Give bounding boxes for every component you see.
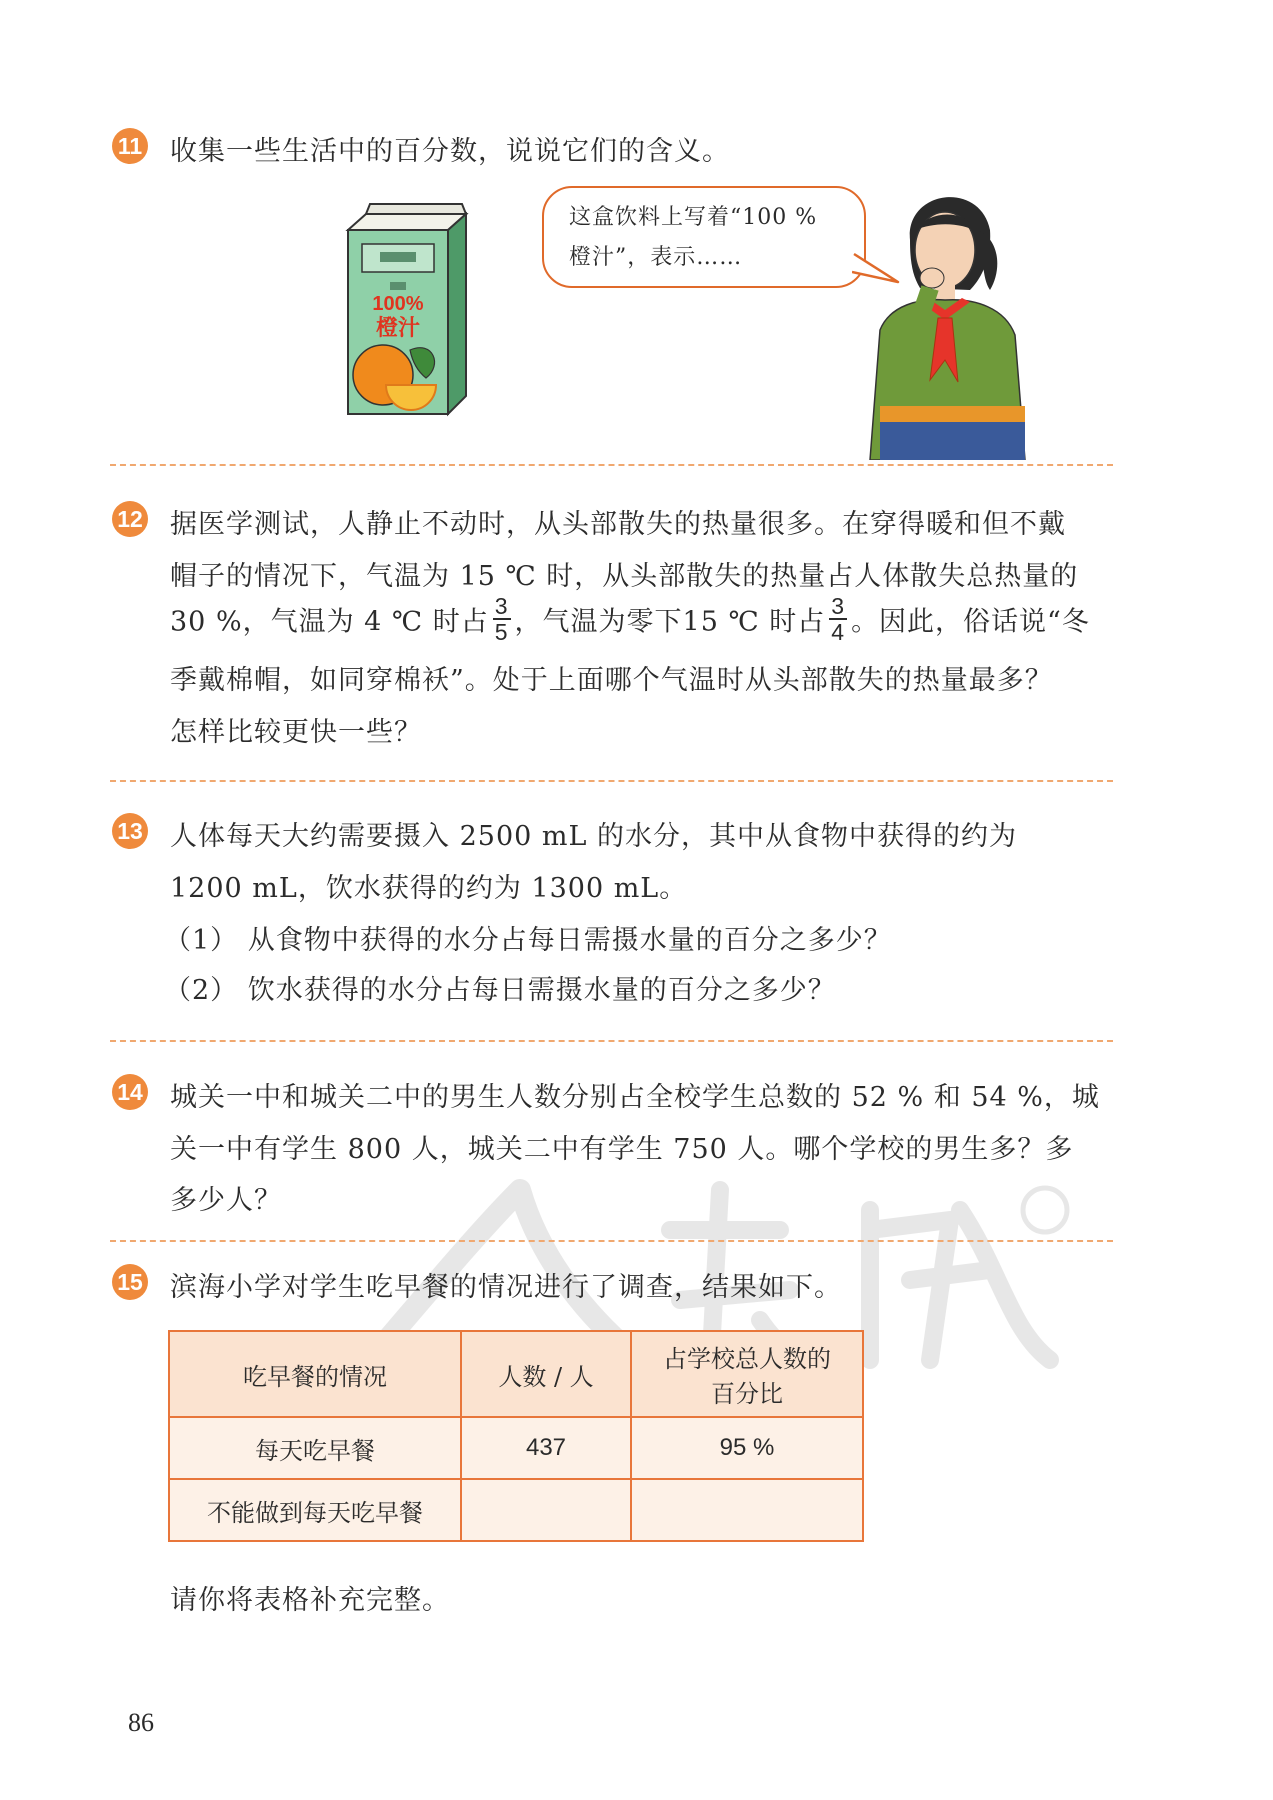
juice-box-illustration — [338, 200, 478, 420]
separator — [110, 1240, 1113, 1242]
table-header-row — [169, 1331, 863, 1417]
table-cell: 每天吃早餐 — [169, 1417, 461, 1479]
problem-15-line1: 滨海小学对学生吃早餐的情况进行了调查，结果如下。 — [170, 1272, 842, 1303]
speech-bubble-line1: 这盒饮料上写着“100 % — [569, 205, 818, 230]
problem-12-line2: 帽子的情况下，气温为 15 ℃ 时，从头部散失的热量占人体散失总热量的 — [170, 561, 1079, 592]
girl-illustration — [850, 170, 1030, 460]
table-header-count: 人数 / 人 — [461, 1331, 631, 1417]
separator — [110, 464, 1113, 466]
fraction-three-fifths — [493, 594, 511, 644]
table-cell — [461, 1479, 631, 1541]
problem-13-badge: 13 — [112, 813, 148, 849]
problem-12-line4: 季戴棉帽，如同穿棉袄”。处于上面哪个气温时从头部散失的热量最多？ — [170, 665, 1053, 696]
problem-14-line2: 关一中有学生 800 人，城关二中有学生 750 人。哪个学校的男生多？多 — [170, 1134, 1074, 1165]
fraction-numerator: 3 — [831, 593, 846, 619]
problem-14-badge: 14 — [112, 1074, 148, 1110]
fraction-three-quarters — [829, 594, 847, 644]
problem-14-line3: 多少人？ — [170, 1185, 282, 1216]
problem-12-line3-b: ，气温为零下15 ℃ 时占 — [514, 606, 826, 638]
problem-11-text: 收集一些生活中的百分数，说说它们的含义。 — [170, 136, 730, 167]
table-row — [169, 1417, 863, 1479]
separator — [110, 780, 1113, 782]
problem-12-line1: 据医学测试，人静止不动时，从头部散失的热量很多。在穿得暖和但不戴 — [170, 509, 1066, 540]
table-cell: 不能做到每天吃早餐 — [169, 1479, 461, 1541]
table-cell: 437 — [461, 1417, 631, 1479]
fraction-denominator: 4 — [831, 619, 846, 645]
table-cell — [631, 1479, 863, 1541]
fraction-numerator: 3 — [494, 593, 509, 619]
problem-13-sub1: （1） 从食物中获得的水分占每日需摄水量的百分之多少？ — [164, 925, 892, 956]
table-header-percentage — [631, 1331, 863, 1417]
table-header-situation: 吃早餐的情况 — [169, 1331, 461, 1417]
problem-15-note: 请你将表格补充完整。 — [170, 1585, 450, 1616]
page-number: 86 — [128, 1708, 154, 1737]
problem-12-line3-c: 。因此，俗话说“冬 — [851, 606, 1090, 638]
table-cell: 95 % — [631, 1417, 863, 1479]
problem-13-line2: 1200 mL，饮水获得的约为 1300 mL。 — [170, 873, 688, 904]
speech-bubble — [542, 186, 866, 288]
fraction-denominator: 5 — [494, 619, 509, 645]
table-header-percentage-line1: 占学校总人数的 — [663, 1345, 831, 1373]
breakfast-survey-table — [168, 1330, 864, 1542]
table-row — [169, 1479, 863, 1541]
problem-12-line5: 怎样比较更快一些？ — [170, 717, 422, 748]
problem-13-sub2: （2） 饮水获得的水分占每日需摄水量的百分之多少？ — [164, 975, 836, 1006]
juice-box-label: 橙汁 — [375, 316, 421, 341]
problem-11-badge: 11 — [112, 128, 148, 164]
problem-15-badge: 15 — [112, 1264, 148, 1300]
separator — [110, 1040, 1113, 1042]
speech-bubble-line2: 橙汁”，表示…… — [569, 245, 743, 270]
problem-13-line1: 人体每天大约需要摄入 2500 mL 的水分，其中从食物中获得的约为 — [170, 821, 1017, 852]
problem-12-line3-a: 30 %，气温为 4 ℃ 时占 — [170, 606, 489, 638]
problem-14-line1: 城关一中和城关二中的男生人数分别占全校学生总数的 52 % 和 54 %，城 — [170, 1082, 1100, 1113]
table-header-percentage-line2: 百分比 — [711, 1380, 783, 1408]
problem-12-badge: 12 — [112, 501, 148, 537]
problem-12-line3 — [170, 593, 1090, 648]
juice-box-percent: 100% — [372, 293, 424, 315]
